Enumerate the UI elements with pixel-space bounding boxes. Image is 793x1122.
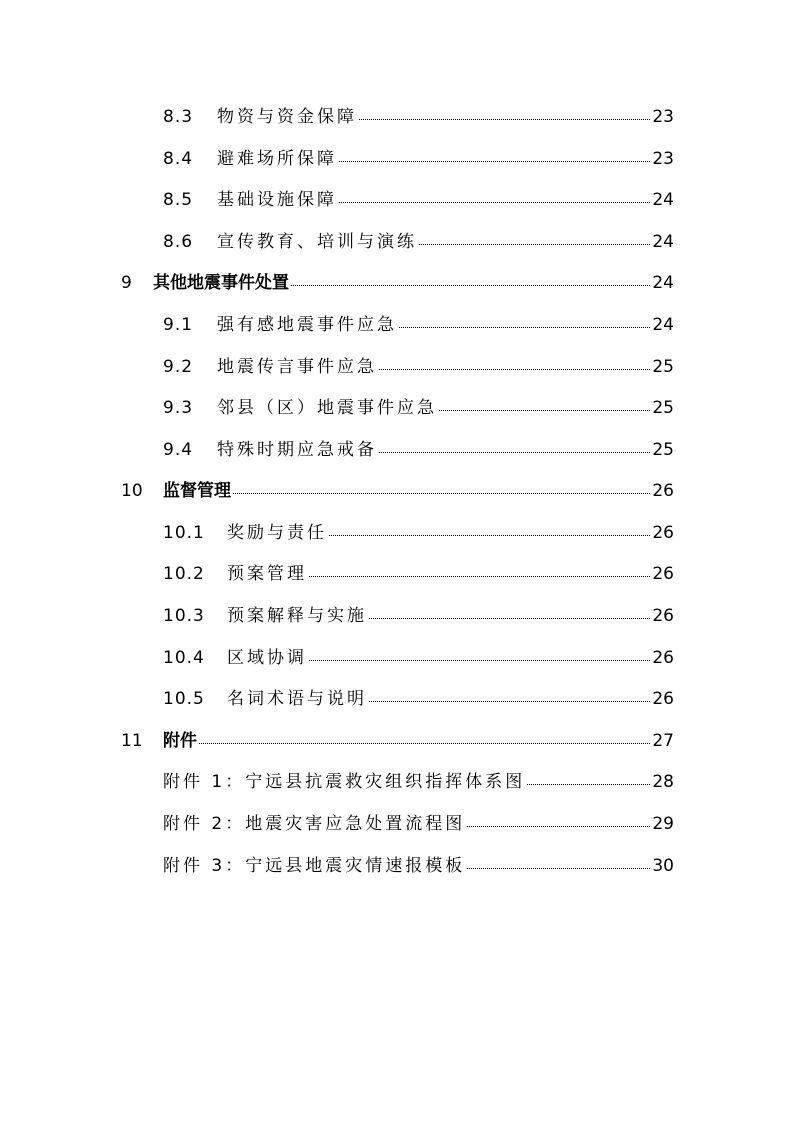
dot-leader: [399, 327, 650, 328]
toc-entry-attachment-3[interactable]: [163, 852, 674, 880]
toc-entry-title: 预案管理: [227, 564, 307, 584]
toc-entry-page: 26: [652, 648, 674, 668]
toc-entry-title: 奖励与责任: [227, 523, 327, 543]
toc-entry-number: 10.4: [163, 648, 205, 668]
toc-entry-9-4[interactable]: [163, 436, 674, 464]
toc-entry-page: 23: [652, 149, 674, 169]
dot-leader: [419, 244, 650, 245]
toc-entry-page: 24: [652, 315, 674, 335]
toc-entry-page: 29: [652, 814, 674, 834]
dot-leader: [527, 784, 650, 785]
toc-entry-10-1[interactable]: [163, 519, 674, 547]
toc-entry-title: 附件 2：地震灾害应急处置流程图: [163, 814, 466, 834]
dot-leader: [359, 119, 650, 120]
dot-leader: [233, 493, 650, 494]
toc-entry-page: 24: [652, 190, 674, 210]
toc-entry-page: 25: [652, 357, 674, 377]
toc-entry-8-5[interactable]: [163, 186, 674, 214]
toc-entry-title: 物资与资金保障: [217, 107, 357, 127]
dot-leader: [379, 452, 650, 453]
toc-entry-title: 名词术语与说明: [227, 689, 367, 709]
toc-entry-number: 8.3: [163, 107, 194, 127]
toc-entry-page: 28: [652, 772, 674, 792]
toc-entry-number: 10.5: [163, 689, 205, 709]
toc-entry-page: 30: [652, 856, 674, 876]
toc-entry-number: 9.1: [163, 315, 194, 335]
toc-entry-title: 特殊时期应急戒备: [217, 440, 377, 460]
toc-entry-page: 24: [652, 232, 674, 252]
toc-entry-title: 强有感地震事件应急: [217, 315, 397, 335]
toc-entry-number: 9.3: [163, 398, 194, 418]
dot-leader: [467, 826, 650, 827]
toc-entry-title: 基础设施保障: [217, 190, 337, 210]
toc-entry-number: 11: [121, 731, 143, 751]
toc-entry-page: 24: [652, 273, 674, 293]
toc-entry-10-4[interactable]: [163, 644, 674, 672]
toc-entry-9-2[interactable]: [163, 353, 674, 381]
toc-entry-8-6[interactable]: [163, 228, 674, 256]
dot-leader: [329, 535, 650, 536]
toc-entry-page: 26: [652, 689, 674, 709]
toc-entry-9-1[interactable]: [163, 311, 674, 339]
dot-leader: [339, 202, 650, 203]
toc-entry-number: 9.2: [163, 357, 194, 377]
toc-entry-number: 10.1: [163, 523, 205, 543]
toc-entry-11[interactable]: [121, 727, 674, 755]
toc-entry-page: 26: [652, 606, 674, 626]
dot-leader: [439, 410, 650, 411]
toc-entry-number: 10.2: [163, 564, 205, 584]
toc-entry-page: 26: [652, 523, 674, 543]
toc-entry-10-2[interactable]: [163, 560, 674, 588]
dot-leader: [467, 868, 650, 869]
toc-entry-10[interactable]: [121, 477, 674, 505]
toc-entry-9[interactable]: [121, 269, 674, 297]
toc-entry-page: 26: [652, 564, 674, 584]
dot-leader: [369, 618, 650, 619]
toc-entry-title: 其他地震事件处置: [153, 273, 289, 293]
toc-entry-page: 27: [652, 731, 674, 751]
dot-leader: [199, 743, 650, 744]
toc-entry-number: 8.6: [163, 232, 194, 252]
toc-entry-title: 邻县（区）地震事件应急: [217, 398, 437, 418]
dot-leader: [339, 161, 650, 162]
toc-entry-page: 25: [652, 398, 674, 418]
toc-entry-title: 附件 3：宁远县地震灾情速报模板: [163, 856, 466, 876]
toc-entry-number: 8.4: [163, 149, 194, 169]
toc-entry-number: 9.4: [163, 440, 194, 460]
dot-leader: [309, 576, 650, 577]
toc-entry-number: 10.3: [163, 606, 205, 626]
dot-leader: [369, 701, 650, 702]
toc-entry-title: 预案解释与实施: [227, 606, 367, 626]
toc-entry-10-3[interactable]: [163, 602, 674, 630]
toc-entry-title: 地震传言事件应急: [217, 357, 377, 377]
toc-entry-page: 26: [652, 481, 674, 501]
toc-entry-number: 10: [121, 481, 143, 501]
toc-entry-attachment-1[interactable]: [163, 768, 674, 796]
toc-entry-number: 8.5: [163, 190, 194, 210]
toc-entry-title: 宣传教育、培训与演练: [217, 232, 417, 252]
toc-entry-8-4[interactable]: [163, 145, 674, 173]
toc-entry-title: 监督管理: [163, 481, 231, 501]
dot-leader: [291, 285, 650, 286]
toc-entry-title: 区域协调: [227, 648, 307, 668]
toc-entry-8-3[interactable]: [163, 103, 674, 131]
toc-entry-number: 9: [121, 273, 132, 293]
toc-entry-title: 避难场所保障: [217, 149, 337, 169]
toc-entry-10-5[interactable]: [163, 685, 674, 713]
toc-entry-title: 附件 1：宁远县抗震救灾组织指挥体系图: [163, 772, 526, 792]
toc-entry-attachment-2[interactable]: [163, 810, 674, 838]
toc-entry-page: 23: [652, 107, 674, 127]
dot-leader: [379, 369, 650, 370]
toc-entry-page: 25: [652, 440, 674, 460]
toc-entry-title: 附件: [163, 731, 197, 751]
toc-entry-9-3[interactable]: [163, 394, 674, 422]
dot-leader: [309, 660, 650, 661]
